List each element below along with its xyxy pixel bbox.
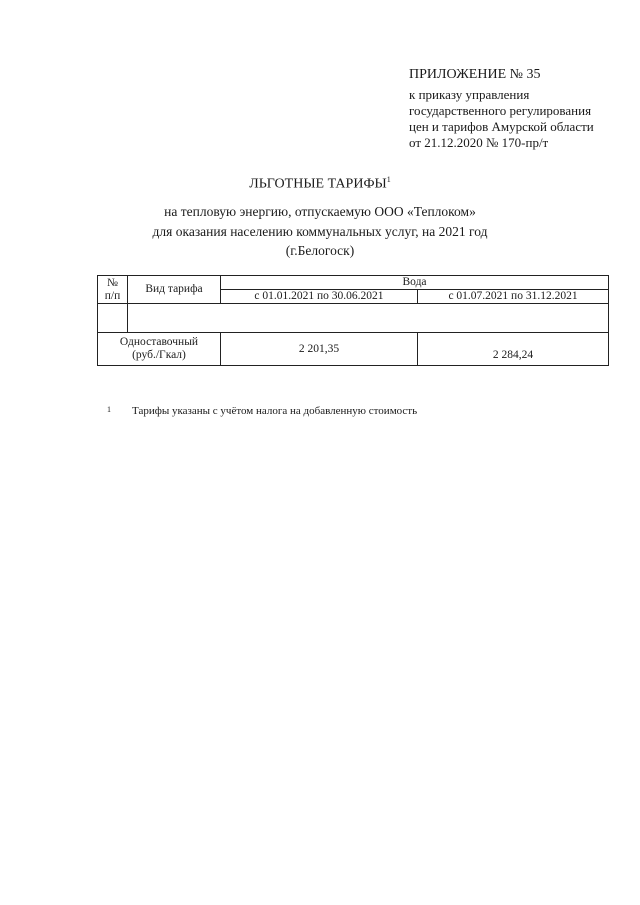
col-type-header: Вид тарифа: [128, 276, 221, 304]
title-text: ЛЬГОТНЫЕ ТАРИФЫ: [249, 176, 387, 192]
tariff-table: [97, 275, 609, 366]
appendix-line: цен и тарифов Амурской области: [409, 119, 594, 134]
footnote: [107, 405, 417, 417]
tariff-value-1: 2 201,35: [221, 333, 418, 366]
period-2-header: с 01.07.2021 по 31.12.2021: [418, 290, 609, 304]
blank-cell: [128, 304, 609, 333]
appendix-heading: ПРИЛОЖЕНИЕ № 35: [409, 67, 541, 82]
document-subtitle: [0, 202, 640, 261]
appendix-line: к приказу управления: [409, 87, 530, 102]
table-row: [98, 333, 609, 366]
subtitle-line: для оказания населению коммунальных услуг, на 2021 год: [152, 223, 488, 239]
appendix-line: государственного регулирования: [409, 103, 592, 118]
period-1-header: с 01.01.2021 по 30.06.2021: [221, 290, 418, 304]
group-header-water: Вода: [221, 276, 609, 290]
footnote-mark: 1: [107, 405, 111, 414]
col-num-header: № п/п: [98, 276, 128, 304]
title-footnote-ref: 1: [386, 175, 391, 184]
appendix-line: от 21.12.2020 № 170-пр/т: [409, 135, 549, 150]
subtitle-line: (г.Белогоск): [285, 243, 355, 258]
tariff-value-2: 2 284,24: [418, 333, 609, 366]
appendix-block: [409, 66, 634, 151]
table-header-row: [98, 276, 609, 290]
table-blank-row: [98, 304, 609, 333]
subtitle-line: на тепловую энергию, отпускаемую ООО «Теплоком»: [164, 204, 476, 219]
footnote-text: Тарифы указаны с учётом налога на добавленную стоимость: [132, 405, 418, 417]
tariff-type-cell: Одноставочный (руб./Гкал): [98, 333, 221, 366]
blank-cell: [98, 304, 128, 333]
document-title: [0, 175, 640, 193]
